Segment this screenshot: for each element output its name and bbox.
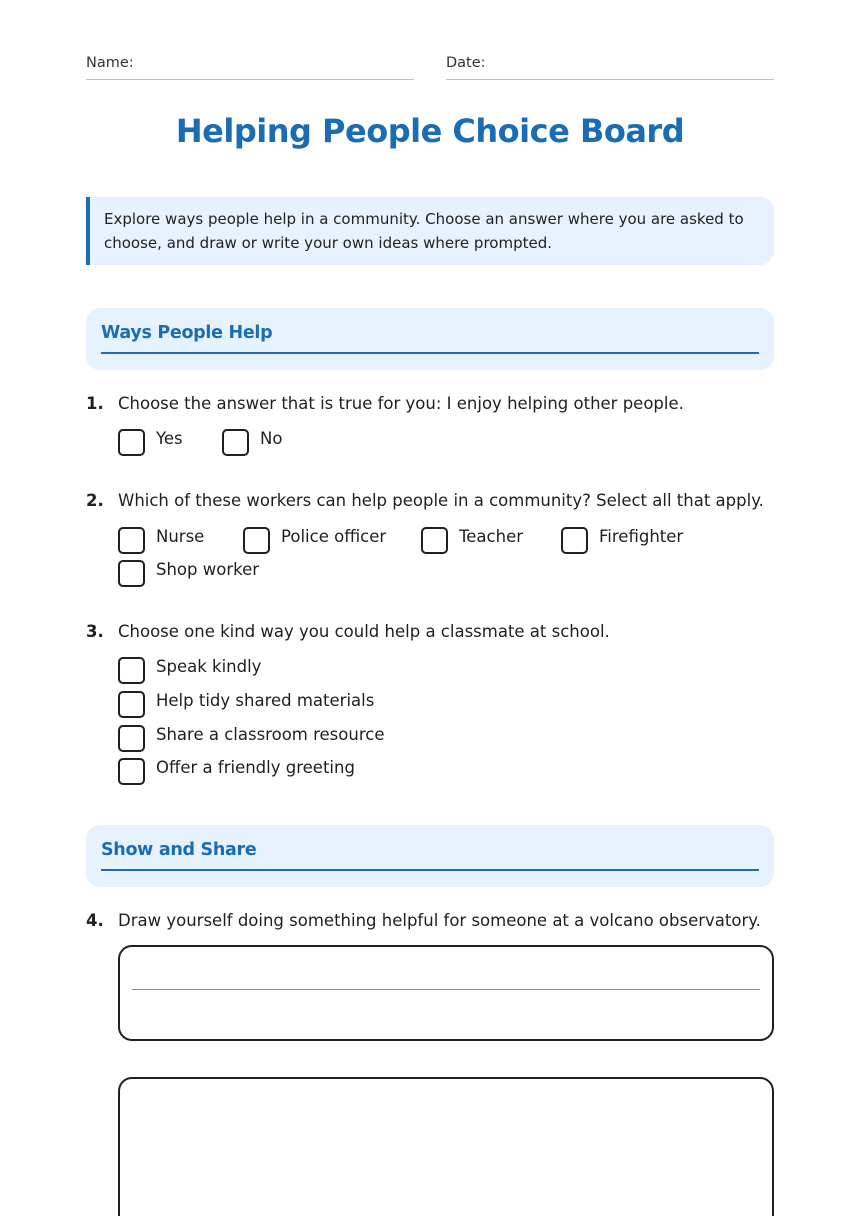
option-label: Offer a friendly greeting xyxy=(156,758,355,777)
date-label: Date: xyxy=(446,55,486,71)
name-label: Name: xyxy=(86,55,134,71)
checkbox[interactable] xyxy=(118,725,145,752)
option-label: Firefighter xyxy=(599,527,684,546)
writing-answer-box[interactable] xyxy=(118,945,774,1041)
question-number: 1. xyxy=(86,394,104,413)
section-show-and-share xyxy=(86,825,774,887)
instructions-box: Explore ways people help in a community. Choose an answer where you are asked to choose, and draw or write your own ideas where prompted. xyxy=(86,197,774,265)
option-label: Help tidy shared materials xyxy=(156,691,375,710)
writing-line xyxy=(132,989,760,990)
question-text: Which of these workers can help people in a community? Select all that apply. xyxy=(118,491,764,510)
question-text: Choose one kind way you could help a classmate at school. xyxy=(118,622,610,641)
student-info-row xyxy=(86,54,774,80)
checkbox[interactable] xyxy=(118,527,145,554)
option-label: Nurse xyxy=(156,527,205,546)
checkbox[interactable] xyxy=(561,527,588,554)
question-number: 2. xyxy=(86,491,104,510)
question-text: Draw yourself doing something helpful for someone at a volcano observatory. xyxy=(118,911,761,930)
section-title: Ways People Help xyxy=(101,323,273,343)
checkbox[interactable] xyxy=(118,758,145,785)
section-divider xyxy=(101,352,759,354)
question-number: 4. xyxy=(86,911,104,930)
option-label: Police officer xyxy=(281,527,387,546)
question-text: Choose the answer that is true for you: I enjoy helping other people. xyxy=(118,394,684,413)
option-label: Shop worker xyxy=(156,560,260,579)
drawing-box[interactable] xyxy=(118,1077,774,1216)
name-field[interactable] xyxy=(86,54,414,80)
option-label: Yes xyxy=(156,429,183,448)
option-label: Teacher xyxy=(459,527,524,546)
section-ways-people-help xyxy=(86,308,774,370)
checkbox[interactable] xyxy=(118,560,145,587)
worksheet-title: Helping People Choice Board xyxy=(175,112,685,150)
checkbox[interactable] xyxy=(118,691,145,718)
checkbox[interactable] xyxy=(222,429,249,456)
checkbox[interactable] xyxy=(118,657,145,684)
checkbox[interactable] xyxy=(243,527,270,554)
checkbox[interactable] xyxy=(421,527,448,554)
option-label: No xyxy=(260,429,283,448)
date-field[interactable] xyxy=(446,54,774,80)
section-title: Show and Share xyxy=(101,840,257,860)
section-divider xyxy=(101,869,759,871)
option-label: Share a classroom resource xyxy=(156,725,385,744)
option-label: Speak kindly xyxy=(156,657,262,676)
checkbox[interactable] xyxy=(118,429,145,456)
question-number: 3. xyxy=(86,622,104,641)
